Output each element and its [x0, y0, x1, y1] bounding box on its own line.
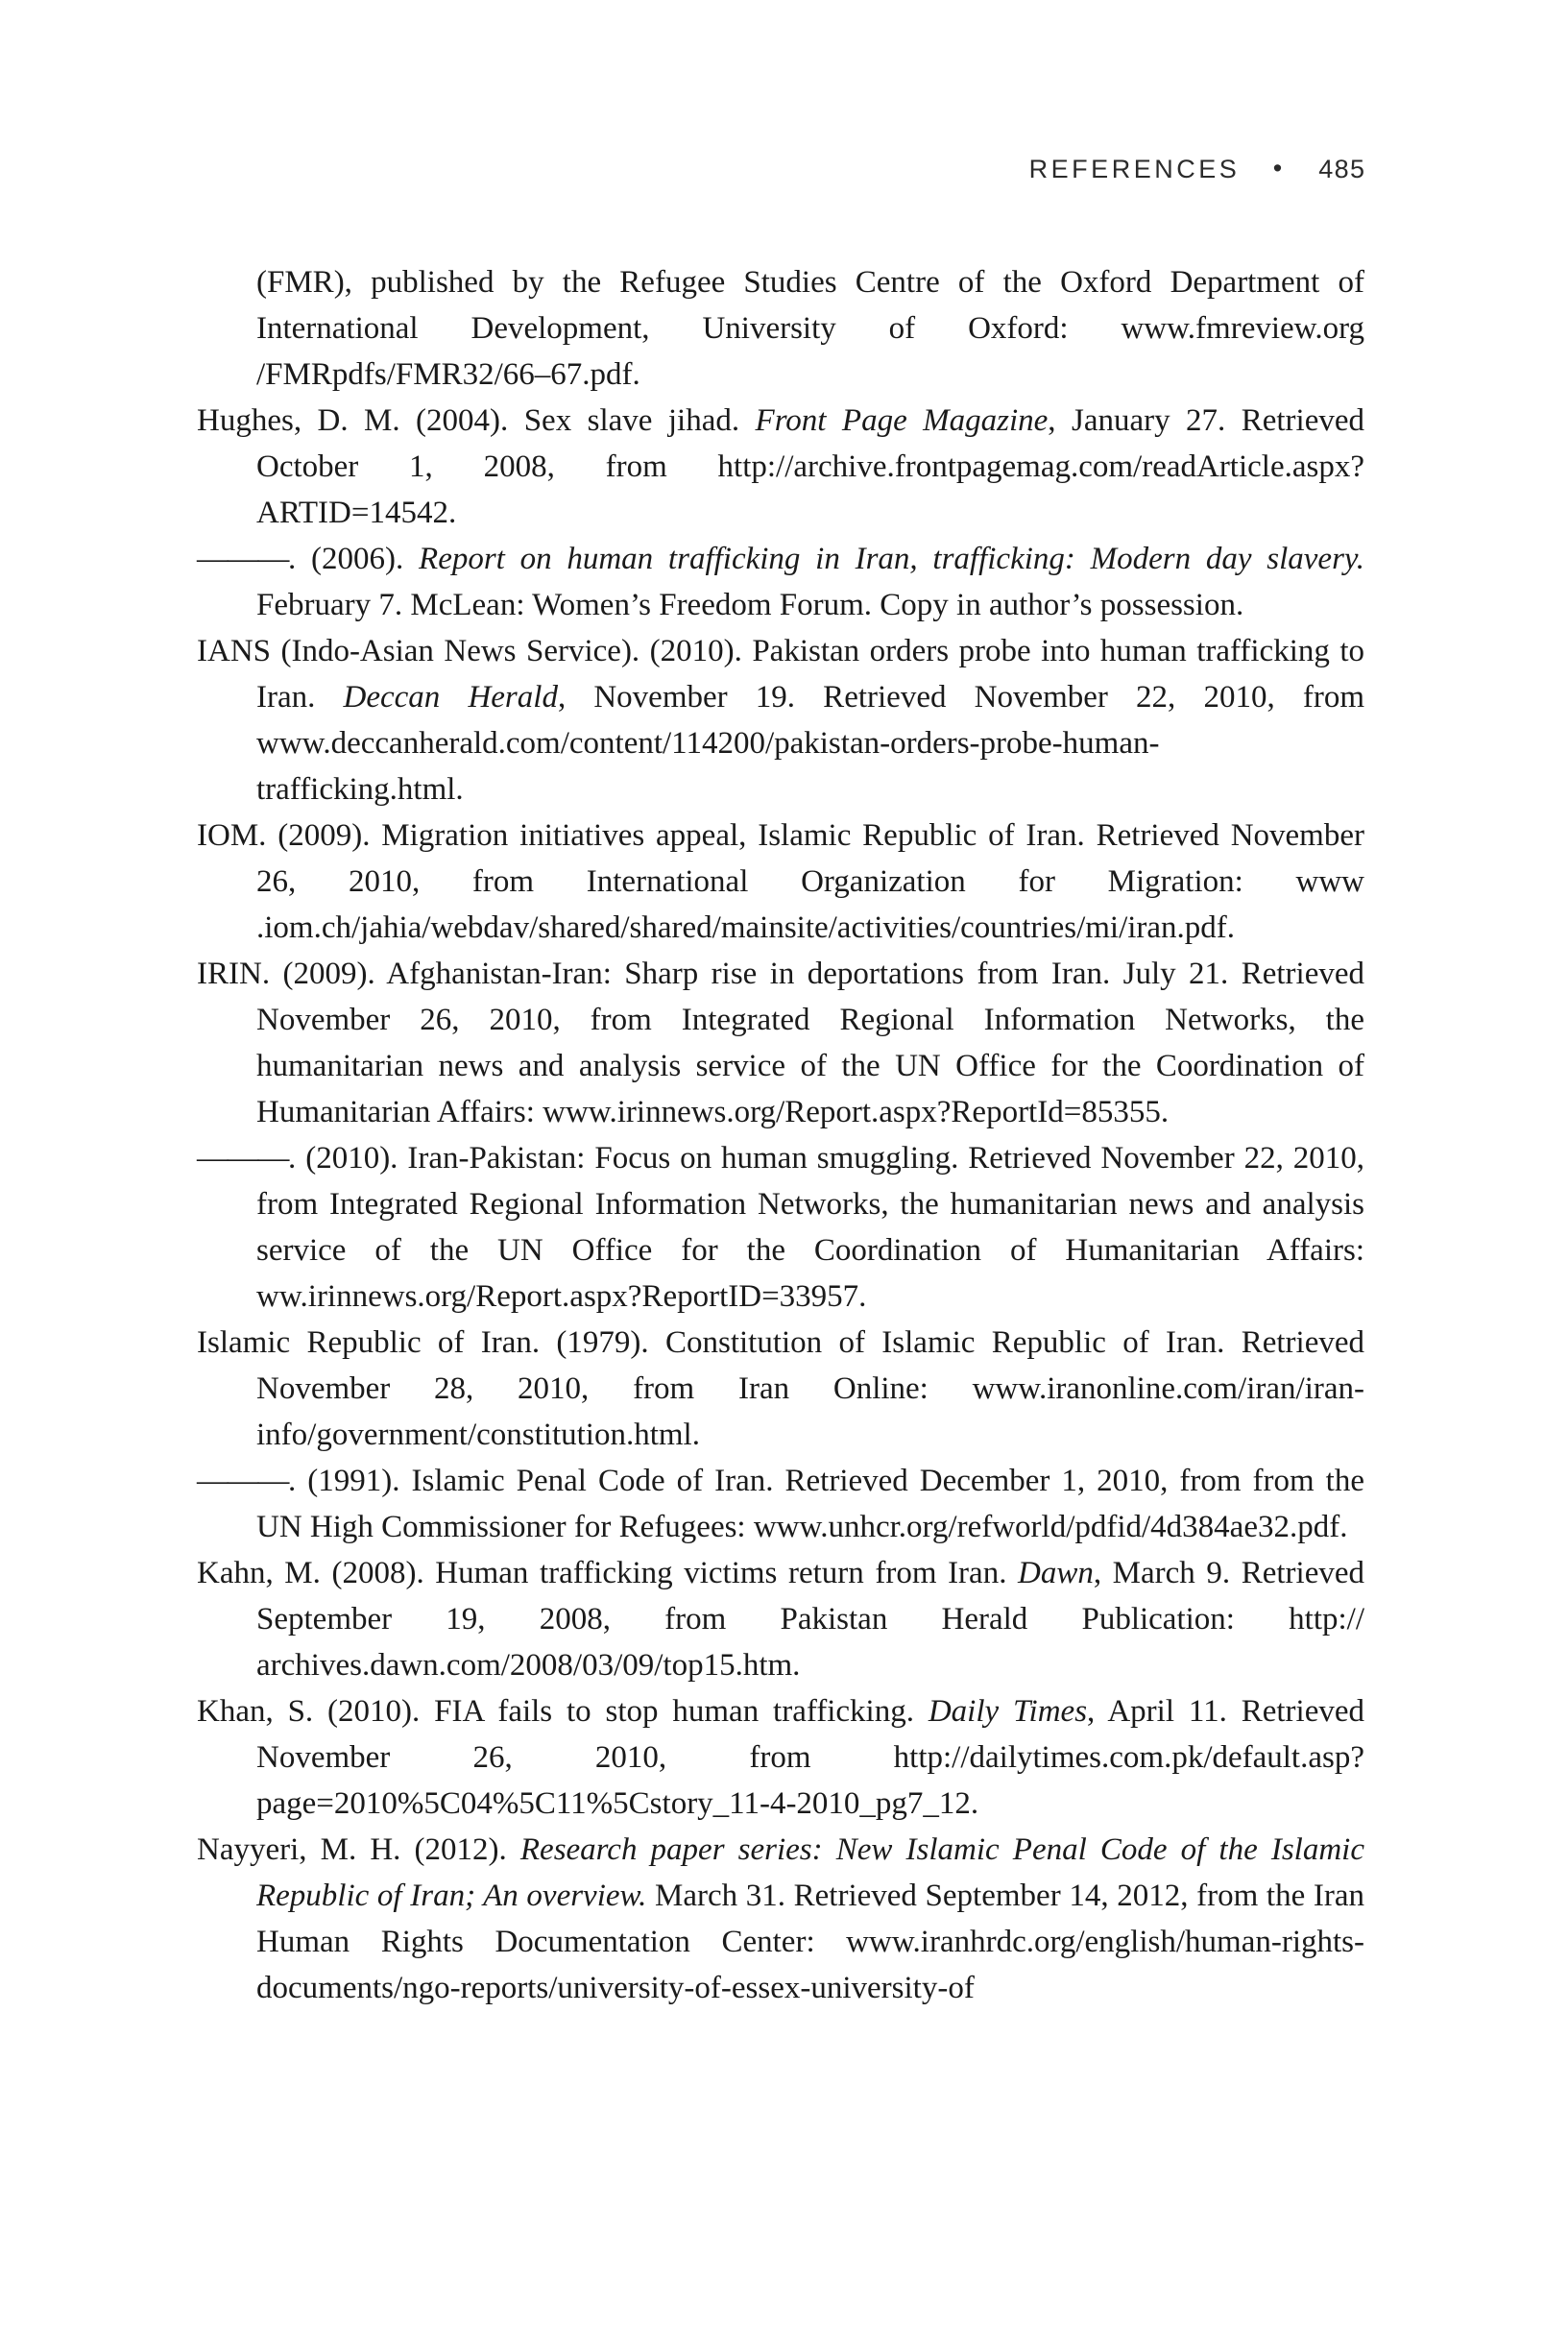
reference-segment-dash: ———	[197, 1464, 289, 1498]
reference-segment-dash: ———	[197, 1141, 289, 1176]
reference-segment-roman: IOM. (2009). Migration initiatives appeal, Islamic Republic of Iran. Retrieved November 26, 2010, from International Organization for Migration: www​.iom.ch/jahia/webdav/shared/shared/mainsite/activities/countries/mi/iran.​pdf.	[197, 818, 1364, 945]
reference-entry	[197, 398, 1364, 536]
page-number: 485	[1318, 155, 1366, 183]
reference-segment-italic: Deccan Herald	[343, 680, 558, 715]
reference-entry	[197, 628, 1364, 812]
reference-segment-italic: Report on human trafficking in Iran, trafficking: Modern day slavery.	[419, 542, 1364, 576]
reference-entry	[197, 1827, 1364, 2011]
reference-segment-roman: Kahn, M. (2008). Human trafficking victims return from Iran.	[197, 1556, 1019, 1590]
reference-segment-italic: Dawn	[1018, 1556, 1094, 1590]
reference-segment-roman: March 31. Retrieved September 14, 2012, from the Iran Human Rights Documentation Center: www.iranhrdc.org/english/​human-rights-documents/ngo-reports/university-of-essex-university-of	[256, 1879, 1364, 2005]
bullet-separator-icon: •	[1272, 154, 1283, 182]
reference-segment-roman: IRIN. (2009). Afghanistan-Iran: Sharp rise in deportations from Iran. July 21. Retrieved November 26, 2010, from Integrated Regional Information Networks, the humanitarian news and analysis service of the UN Office for the Coordination of Humanitarian Affairs: www.irinnews.org/Report.aspx​?ReportId=85355.	[197, 957, 1364, 1129]
running-head-title: REFERENCES	[1028, 155, 1241, 183]
reference-segment-roman: . (2006).	[288, 542, 420, 576]
reference-segment-roman: Islamic Republic of Iran. (1979). Constitution of Islamic Republic of Iran. Retrieved November 28, 2010, from Iran Online: www.iranonline.com/iran​/iran-info/government/constitution.html.	[197, 1325, 1364, 1452]
reference-entry	[197, 951, 1364, 1135]
reference-segment-roman: Khan, S. (2010). FIA fails to stop human trafficking.	[197, 1694, 929, 1729]
references-list	[197, 259, 1364, 2011]
reference-segment-roman: (FMR), published by the Refugee Studies Centre of the Oxford Department of International Development, University of Oxford: www.fmreview.org​/FMRpdfs/FMR32/66–67.pdf.	[256, 265, 1364, 392]
reference-entry	[197, 1458, 1364, 1550]
reference-segment-roman: Nayyeri, M. H. (2012).	[197, 1832, 520, 1867]
reference-entry	[197, 812, 1364, 951]
reference-segment-roman: , March 9. Retrieved September 19, 2008, from Pakistan Herald Publication: http://​archives.dawn.com/2008/03/09/top15.htm.	[256, 1556, 1364, 1683]
reference-segment-roman: IANS (Indo-Asian News Service). (2010). Pakistan orders probe into human trafficking to Iran.	[197, 634, 1364, 715]
reference-segment-italic: Front Page Magazine	[755, 403, 1049, 438]
reference-entry	[197, 1320, 1364, 1458]
reference-segment-roman: , November 19. Retrieved November 22, 2010, from www.deccanherald.com/content/114200/pakistan-orders-probe-human​-trafficking.html.	[256, 680, 1364, 807]
reference-segment-roman: . (1991). Islamic Penal Code of Iran. Retrieved December 1, 2010, from from the UN High Commissioner for Refugees: www.unhcr.org/refworld​/pdfid/4d384ae32.pdf.	[256, 1464, 1364, 1544]
running-header	[1028, 154, 1366, 183]
reference-entry	[197, 1135, 1364, 1320]
reference-entry	[197, 536, 1364, 628]
reference-segment-roman: . (2010). Iran-Pakistan: Focus on human smuggling. Retrieved November 22, 2010, from Integrated Regional Information Networks, the humanitarian news and analysis service of the UN Office for the Coordination of Humanitarian Affairs: ww.irinnews.org/Report.aspx?ReportID=33957.	[256, 1141, 1364, 1314]
reference-segment-roman: Hughes, D. M. (2004). Sex slave jihad.	[197, 403, 756, 438]
reference-entry	[197, 1688, 1364, 1827]
reference-segment-italic: Daily Times	[928, 1694, 1088, 1729]
reference-entry	[197, 259, 1364, 398]
reference-segment-dash: ———	[197, 542, 289, 576]
reference-segment-roman: February 7. McLean: Women’s Freedom Forum. Copy in author’s possession.	[256, 588, 1244, 622]
reference-segment-roman: , January 27. Retrieved October 1, 2008, from http://archive.frontpagemag.com/readArticle.aspx​?ARTID=14542.	[256, 403, 1364, 530]
reference-segment-italic: Research paper series: New Islamic Penal Code of the Islamic Republic of Iran; An overview.	[256, 1832, 1365, 1913]
reference-segment-roman: , April 11. Retrieved November 26, 2010, from http://dailytimes.com.pk/default.asp​?page=2010%5C04%5C11%5Cstory_11-4-2010_pg7_12.	[256, 1694, 1365, 1821]
reference-entry	[197, 1550, 1364, 1688]
